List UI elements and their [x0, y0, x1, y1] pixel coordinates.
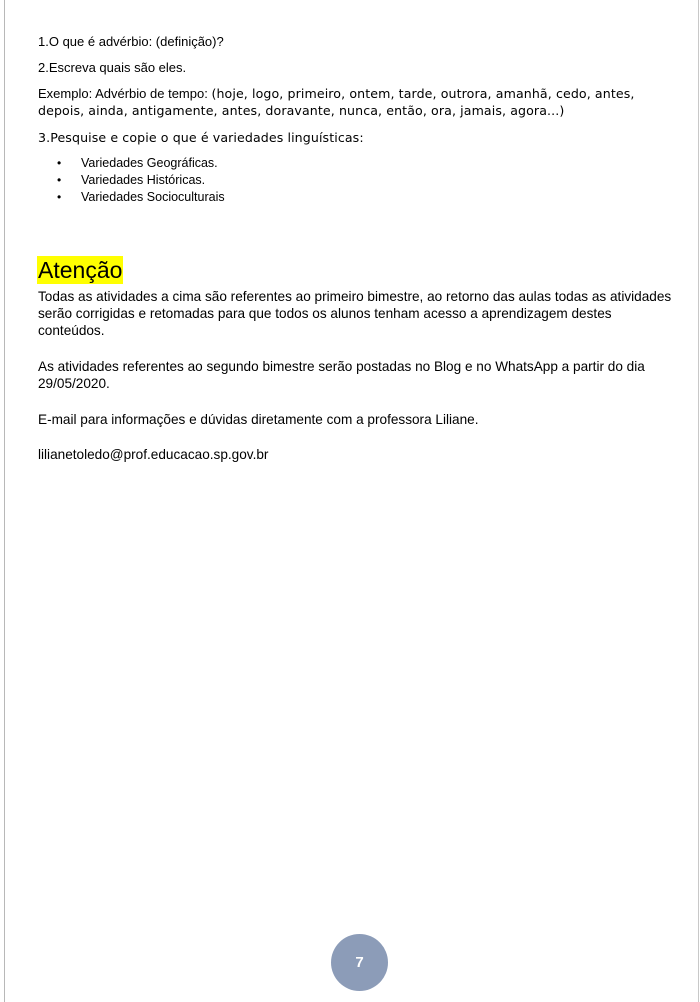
list-item: [57, 155, 225, 172]
contact-email: lilianetoledo@prof.educacao.sp.gov.br: [38, 447, 269, 462]
example-paragraph: [38, 85, 668, 119]
bullet-icon: •: [57, 173, 62, 187]
list-item-label: Variedades Socioculturais: [81, 190, 225, 204]
bullet-icon: •: [57, 156, 62, 170]
example-words: (hoje, logo, primeiro, ontem, tarde, outrora, amanhã, cedo, antes, depois, ainda, antigamente, antes, doravante, nunca, então, ora, jamais, agora...): [38, 86, 635, 118]
question-1: 1.O que é advérbio: (definição)?: [38, 34, 224, 49]
question-2: 2.Escreva quais são eles.: [38, 60, 187, 75]
bullet-icon: •: [57, 190, 62, 204]
list-item-label: Variedades Geográficas.: [81, 156, 218, 170]
page-number-badge: 7: [331, 934, 388, 991]
page-left-edge: [4, 0, 5, 1002]
attention-paragraph-2: As atividades referentes ao segundo bimestre serão postadas no Blog e no WhatsApp a partir do dia 29/05/2020.: [38, 359, 645, 391]
attention-paragraph-3: E-mail para informações e dúvidas diretamente com a professora Liliane.: [38, 412, 479, 427]
varieties-list: [57, 155, 225, 206]
list-item-label: Variedades Históricas.: [81, 173, 206, 187]
question-3: 3.Pesquise e copie o que é variedades linguísticas:: [38, 130, 364, 145]
attention-heading: Atenção: [38, 257, 123, 283]
list-item: [57, 189, 225, 206]
attention-paragraph-1: Todas as atividades a cima são referentes ao primeiro bimestre, ao retorno das aulas todas as atividades serão corrigidas e retomadas para que todos os alunos tenham acesso a aprendizagem destes conteúdos.: [38, 289, 672, 338]
list-item: [57, 172, 225, 189]
example-label: Exemplo: Advérbio de tempo:: [38, 86, 208, 101]
page-right-edge: [698, 0, 699, 1002]
